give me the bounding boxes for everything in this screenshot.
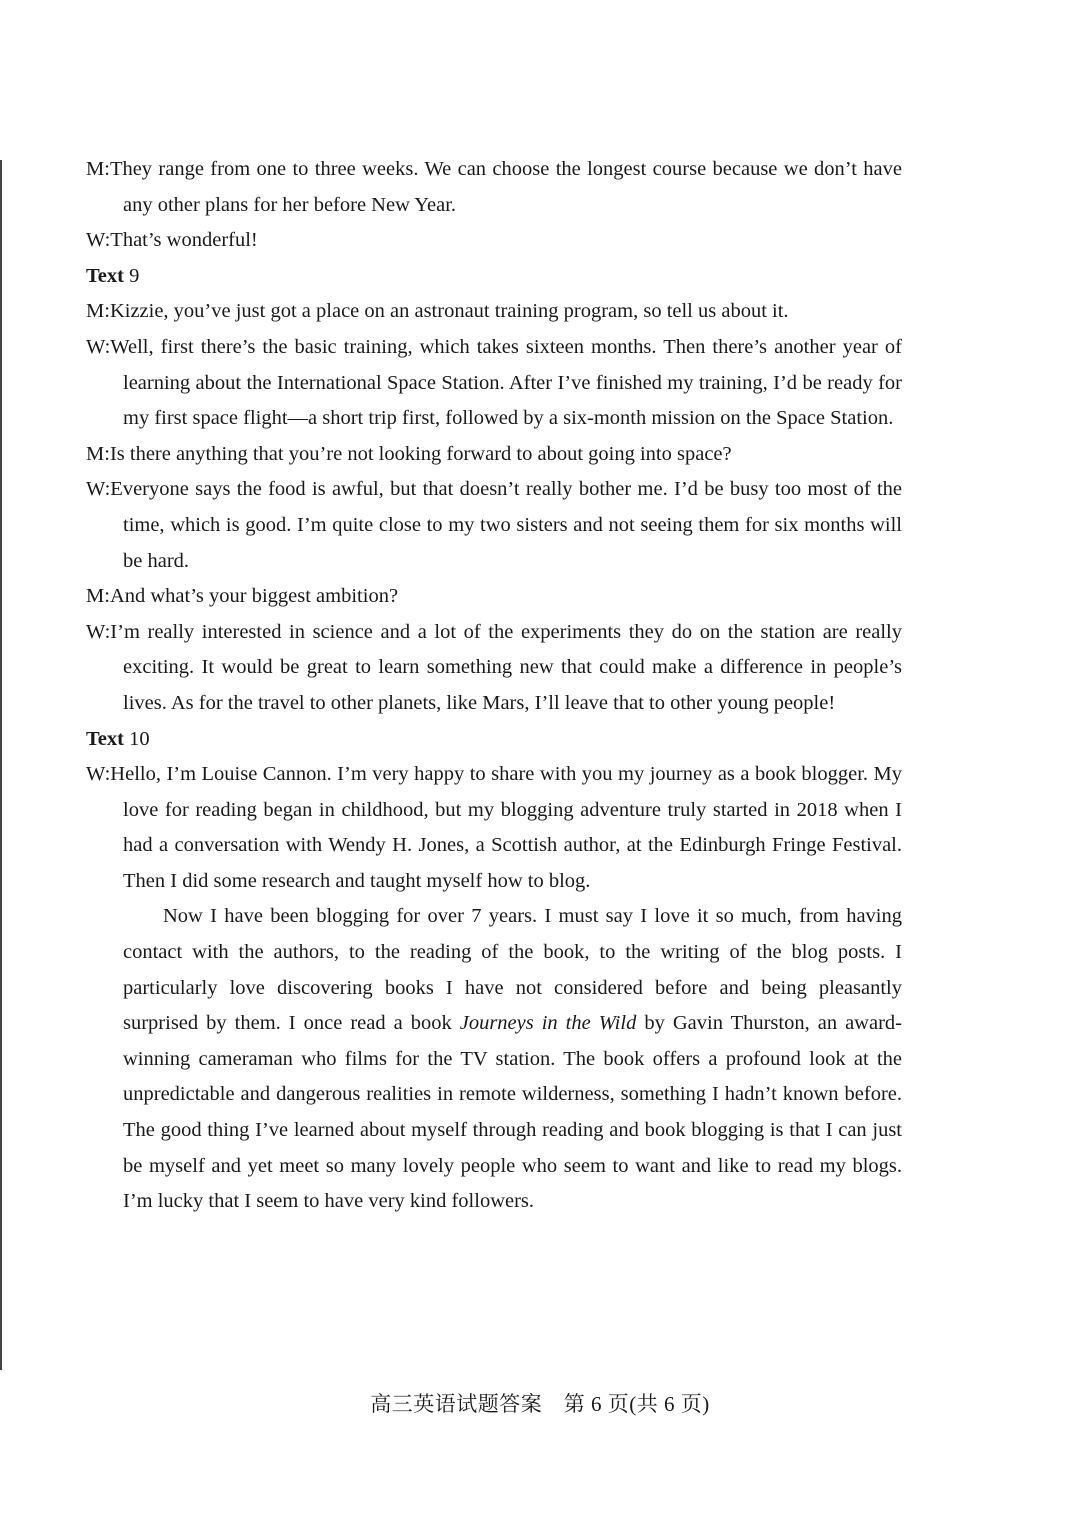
- dialogue-text: Is there anything that you’re not looking forward to about going into space?: [109, 442, 732, 465]
- heading-word: Text: [86, 264, 124, 287]
- monologue-text: Hello, I’m Louise Cannon. I’m very happy to share with you my journey as a book blogger. My love for reading began in childhood, but my blogging adventure truly started in 2018 when I had a conversation with Wendy H. Jones, a Scottish author, at the Edinburgh Fringe Festival. Then I did some research and taught myself how to blog.: [110, 763, 902, 892]
- book-title: Journeys in the Wild: [459, 1012, 637, 1035]
- speaker-label: M:: [86, 585, 110, 608]
- speaker-label: W:: [86, 229, 111, 252]
- dialogue-line: [86, 223, 902, 259]
- heading-number: 9: [129, 264, 140, 287]
- monologue-paragraph: [86, 899, 902, 1219]
- dialogue-line: [86, 330, 902, 437]
- text9-heading: [86, 259, 902, 295]
- speaker-label: W:: [86, 335, 111, 358]
- speaker-label: M:: [86, 300, 110, 323]
- binding-margin-rule: [0, 160, 2, 1370]
- speaker-label: W:: [86, 763, 111, 786]
- dialogue-text: That’s wonderful!: [110, 229, 258, 252]
- speaker-label: M:: [86, 158, 110, 180]
- dialogue-text: I’m really interested in science and a lot of the experiments they do on the station are really exciting. It would be great to learn something new that could make a difference in people’s lives. As for the travel to other planets, like Mars, I’ll leave that to other young people!: [110, 620, 902, 714]
- dialogue-text: And what’s your biggest ambition?: [109, 585, 399, 608]
- monologue-paragraph: [86, 757, 902, 899]
- dialogue-text: Kizzie, you’ve just got a place on an astronaut training program, so tell us about it.: [109, 300, 789, 323]
- speaker-label: W:: [86, 620, 111, 643]
- dialogue-line: [86, 615, 902, 722]
- dialogue-line: [86, 579, 902, 615]
- dialogue-line: [86, 437, 902, 473]
- speaker-label: M:: [86, 442, 110, 465]
- dialogue-line: [86, 472, 902, 579]
- monologue-text: by Gavin Thurston, an award-winning cameraman who films for the TV station. The book offers a profound look at the unpredictable and dangerous realities in remote wilderness, something I hadn’t known before. The good thing I’ve learned about myself through reading and book blogging is that I can just be myself and yet meet so many lovely people who seem to want and like to read my blogs. I’m lucky that I seem to have very kind followers.: [123, 1012, 902, 1213]
- heading-number: 10: [129, 727, 150, 750]
- page-footer: 高三英语试题答案 第 6 页(共 6 页): [370, 1392, 710, 1416]
- dialogue-line: [86, 152, 902, 223]
- page-body: [86, 152, 902, 1220]
- dialogue-line: [86, 294, 902, 330]
- dialogue-text: They range from one to three weeks. We can choose the longest course because we don’t have any other plans for her before New Year.: [109, 158, 902, 216]
- heading-word: Text: [86, 727, 124, 750]
- dialogue-text: Well, first there’s the basic training, which takes sixteen months. Then there’s another year of learning about the International Space Station. After I’ve finished my training, I’d be ready for my first space flight—a short trip first, followed by a six-month mission on the Space Station.: [110, 335, 902, 430]
- speaker-label: W:: [86, 478, 111, 501]
- dialogue-text: Everyone says the food is awful, but that doesn’t really bother me. I’d be busy too most of the time, which is good. I’m quite close to my two sisters and not seeing them for six months will be hard.: [110, 478, 902, 572]
- text10-heading: [86, 722, 902, 758]
- monologue-text: Now I have been blogging for over 7 years. I must say I love it so much, from having contact with the authors, to the reading of the book, to the writing of the blog posts. I particularly love discovering books I have not considered before and being pleasantly surprised by them. I once read a book: [123, 905, 902, 1035]
